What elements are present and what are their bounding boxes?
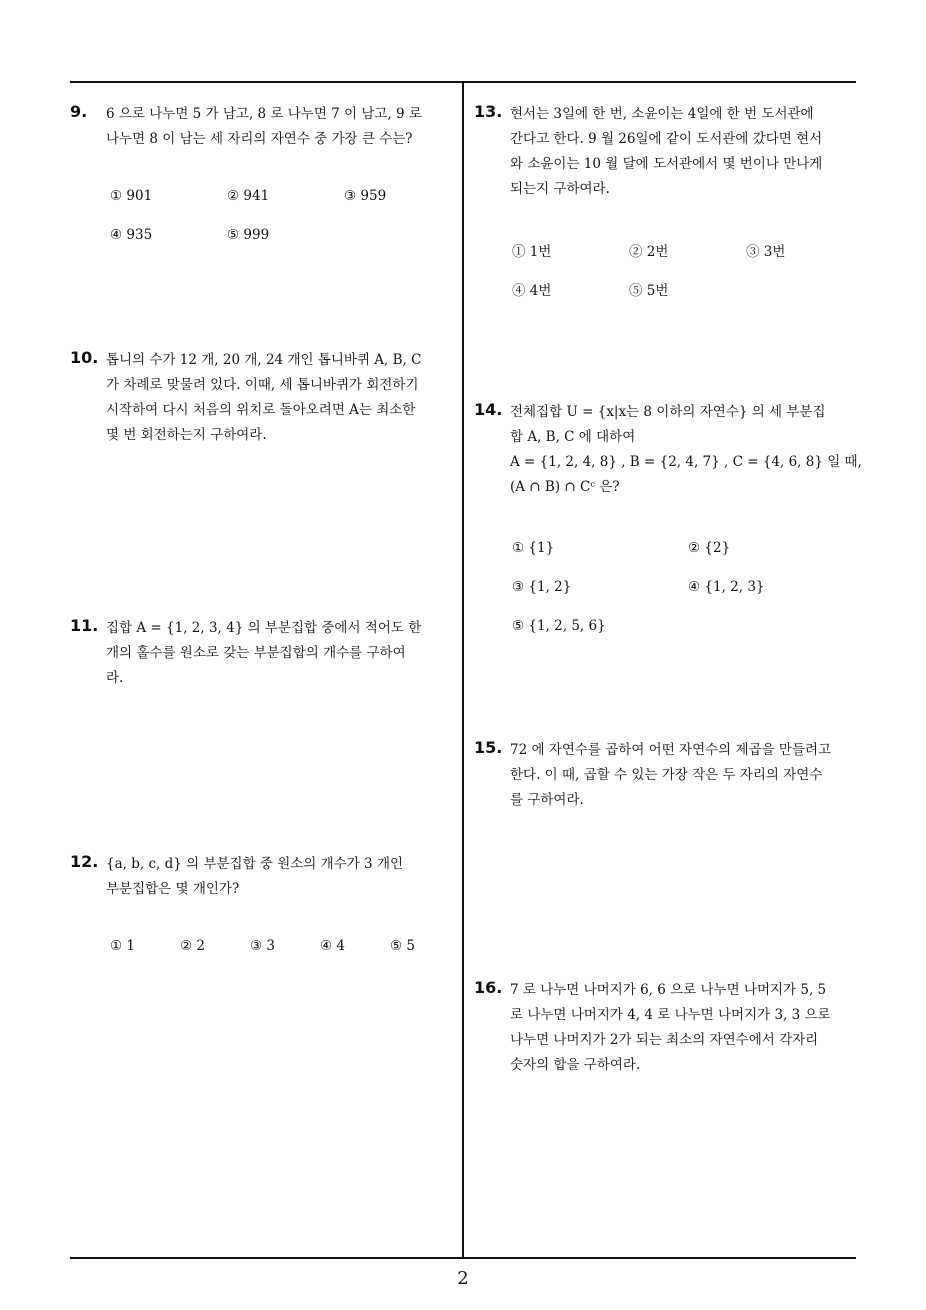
choice-4[interactable]: ④ 4번 bbox=[512, 283, 552, 299]
choice-2[interactable]: ② {2} bbox=[688, 540, 731, 556]
question-line: 가 차례로 맞물려 있다. 이때, 세 톱니바퀴가 회전하기 bbox=[106, 377, 419, 393]
question-line: 되는지 구하여라. bbox=[510, 181, 610, 197]
question-text bbox=[510, 978, 831, 1078]
question-line: 72 에 자연수를 곱하여 어떤 자연수의 제곱을 만들려고 bbox=[510, 742, 832, 758]
question-text bbox=[510, 738, 831, 813]
question-line: 한다. 이 때, 곱할 수 있는 가장 작은 두 자리의 자연수 bbox=[510, 767, 823, 783]
column-divider bbox=[462, 83, 464, 1258]
question-line: 합 A, B, C 에 대하여 bbox=[510, 429, 636, 445]
choice-3[interactable]: ③ {1, 2} bbox=[512, 579, 572, 595]
choice-1[interactable]: ① {1} bbox=[512, 540, 555, 556]
question-text bbox=[510, 102, 822, 202]
page-number: 2 bbox=[457, 1268, 469, 1289]
choice-3[interactable]: ③ 3번 bbox=[746, 244, 786, 260]
question-number: 15. bbox=[474, 738, 503, 757]
question-line: (A ∩ B) ∩ Cᶜ 은? bbox=[510, 479, 620, 495]
question-number: 14. bbox=[474, 400, 503, 419]
choice-2[interactable]: ② 941 bbox=[227, 188, 270, 204]
question-line: 톱니의 수가 12 개, 20 개, 24 개인 톱니바퀴 A, B, C bbox=[106, 352, 422, 368]
question-line: 로 나누면 나머지가 4, 4 로 나누면 나머지가 3, 3 으로 bbox=[510, 1007, 831, 1023]
question-line: 전체집합 U = {x|x는 8 이하의 자연수} 의 세 부분집 bbox=[510, 404, 826, 420]
question-number: 13. bbox=[474, 102, 503, 121]
question-number: 16. bbox=[474, 978, 503, 997]
choice-5[interactable]: ⑤ 5번 bbox=[629, 283, 669, 299]
choice-4[interactable]: ④ 935 bbox=[110, 227, 153, 243]
choice-5[interactable]: ⑤ {1, 2, 5, 6} bbox=[512, 618, 606, 634]
question-line: 개의 홀수를 원소로 갖는 부분집합의 개수를 구하여 bbox=[106, 645, 406, 661]
question-line: 와 소윤이는 10 월 달에 도서관에서 몇 번이나 만나게 bbox=[510, 156, 823, 172]
choice-1[interactable]: ① 901 bbox=[110, 188, 153, 204]
choice-1[interactable]: ① 1번 bbox=[512, 244, 552, 260]
question-line: 나누면 8 이 남는 세 자리의 자연수 중 가장 큰 수는? bbox=[106, 131, 413, 147]
question-line: 시작하여 다시 처음의 위치로 돌아오려면 A는 최소한 bbox=[106, 402, 416, 418]
question-text bbox=[106, 852, 403, 902]
choice-2[interactable]: ② 2번 bbox=[629, 244, 669, 260]
question-line: 숫자의 합을 구하여라. bbox=[510, 1057, 641, 1073]
choice-4[interactable]: ④ 4 bbox=[320, 938, 345, 954]
question-number: 12. bbox=[70, 852, 99, 871]
question-line: 라. bbox=[106, 670, 124, 686]
bottom-rule bbox=[70, 1257, 856, 1259]
question-line: 몇 번 회전하는지 구하여라. bbox=[106, 427, 267, 443]
question-number: 11. bbox=[70, 616, 99, 635]
question-line: 간다고 한다. 9 월 26일에 같이 도서관에 갔다면 현서 bbox=[510, 131, 823, 147]
question-line: 나누면 나머지가 2가 되는 최소의 자연수에서 각자리 bbox=[510, 1032, 819, 1048]
question-number: 9. bbox=[70, 102, 88, 121]
choice-1[interactable]: ① 1 bbox=[110, 938, 135, 954]
question-line: 를 구하여라. bbox=[510, 792, 584, 808]
question-line: 7 로 나누면 나머지가 6, 6 으로 나누면 나머지가 5, 5 bbox=[510, 982, 827, 998]
choice-4[interactable]: ④ {1, 2, 3} bbox=[688, 579, 765, 595]
question-line: 현서는 3일에 한 번, 소윤이는 4일에 한 번 도서관에 bbox=[510, 106, 814, 122]
question-text bbox=[510, 400, 862, 500]
question-line: 6 으로 나누면 5 가 남고, 8 로 나누면 7 이 남고, 9 로 bbox=[106, 106, 422, 122]
question-line: 집합 A = {1, 2, 3, 4} 의 부분집합 중에서 적어도 한 bbox=[106, 620, 422, 636]
choice-3[interactable]: ③ 959 bbox=[344, 188, 387, 204]
question-text bbox=[106, 616, 421, 691]
question-line: A = {1, 2, 4, 8} , B = {2, 4, 7} , C = {4, 6, 8} 일 때, bbox=[510, 454, 862, 470]
question-number: 10. bbox=[70, 348, 99, 367]
choice-3[interactable]: ③ 3 bbox=[250, 938, 275, 954]
question-line: {a, b, c, d} 의 부분집합 중 원소의 개수가 3 개인 bbox=[106, 856, 404, 872]
choice-5[interactable]: ⑤ 5 bbox=[390, 938, 415, 954]
question-text bbox=[106, 348, 421, 448]
choice-5[interactable]: ⑤ 999 bbox=[227, 227, 270, 243]
question-line: 부분집합은 몇 개인가? bbox=[106, 881, 240, 897]
choice-2[interactable]: ② 2 bbox=[180, 938, 205, 954]
question-text bbox=[106, 102, 422, 152]
